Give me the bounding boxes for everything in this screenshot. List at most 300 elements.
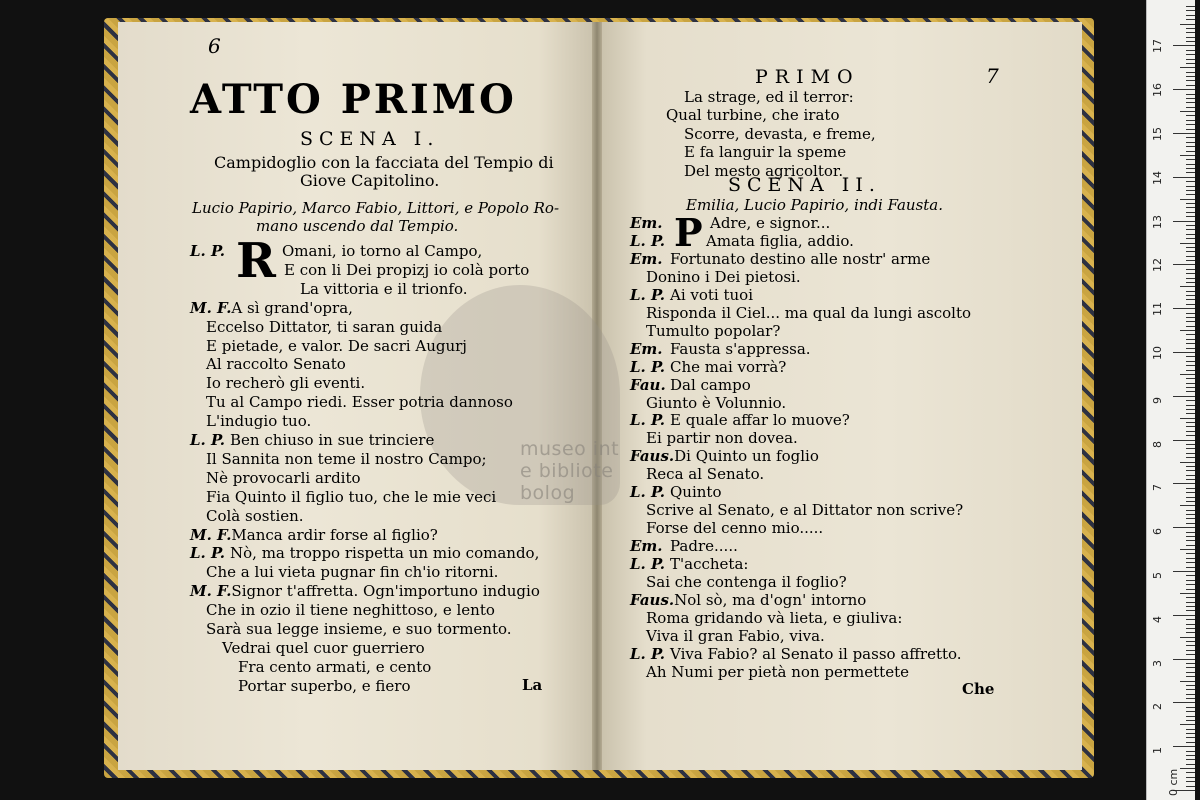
ruler-tick (1186, 129, 1195, 130)
verse-line (630, 376, 751, 394)
verse-line (646, 501, 963, 519)
ruler-tick (1186, 606, 1195, 607)
ruler-tick (1186, 733, 1195, 734)
ruler-tick (1173, 702, 1195, 703)
ruler-tick (1186, 751, 1195, 752)
verse-text: Colà sostien. (206, 506, 304, 525)
ruler-tick (1186, 164, 1195, 165)
ruler-tick (1186, 628, 1195, 629)
characters-line-2: mano uscendo dal Tempio. (256, 217, 459, 235)
ruler-tick (1186, 80, 1195, 81)
verse-line (630, 645, 962, 663)
ruler-number: 2 (1151, 703, 1164, 711)
verse-text: Tumulto popolar? (646, 321, 781, 340)
verse-text: Che in ozio il tiene neghittoso, e lento (206, 601, 495, 620)
ruler-tick (1186, 422, 1195, 423)
ruler-tick (1186, 370, 1195, 371)
ruler-tick (1186, 85, 1195, 86)
ruler-tick (1186, 755, 1195, 756)
verse-text: E pietade, e valor. De sacri Augurj (206, 336, 467, 355)
verse-text: Omani, io torno al Campo, (282, 242, 483, 260)
ruler-tick (1186, 720, 1195, 721)
speaker-label: L. P. (630, 357, 666, 376)
verse-line (630, 483, 721, 501)
speaker-label: Fau. (630, 375, 666, 394)
verse-text: Nol sò, ma d'ogn' intorno (674, 590, 867, 609)
ruler-number: 12 (1151, 258, 1164, 273)
ruler-tick (1180, 67, 1195, 68)
verse-text: Ben chiuso in sue trinciere (230, 431, 435, 449)
verse-text: Adre, e signor... (710, 214, 831, 232)
running-head: PRIMO (755, 66, 860, 88)
verse-line (206, 337, 467, 355)
verse-text: Nò, ma troppo rispetta un mio comando, (230, 544, 540, 563)
speaker-label: Em. (630, 537, 663, 556)
ruler-tick (1186, 518, 1195, 519)
ruler-tick (1186, 602, 1195, 603)
verse-text: Sarà sua legge insieme, e suo tormento. (206, 620, 512, 638)
verse-line (300, 280, 468, 298)
ruler-tick (1186, 54, 1195, 55)
left-page-number: 6 (208, 34, 221, 58)
ruler-tick (1173, 221, 1195, 222)
ruler-tick (1173, 177, 1195, 178)
ruler-tick (1186, 321, 1195, 322)
verse-line (646, 394, 786, 412)
ruler-tick (1186, 558, 1195, 559)
ruler-tick (1186, 575, 1195, 576)
verse-text: L'indugio tuo. (206, 412, 312, 431)
watermark-line: museo int (520, 438, 620, 460)
ruler-tick (1173, 615, 1195, 616)
ruler-tick (1186, 194, 1195, 195)
verse-line: La strage, ed il terror: (684, 88, 854, 106)
ruler-tick (1186, 361, 1195, 362)
ruler-number: 11 (1151, 302, 1164, 317)
verse-text: Roma gridando và lieta, e giuliva: (646, 608, 903, 627)
verse-line (630, 214, 830, 232)
ruler-tick (1186, 378, 1195, 379)
ruler-tick (1186, 234, 1195, 235)
verse-text: Reca al Senato. (646, 465, 765, 484)
verse-text: Scrive al Senato, e al Dittator non scrive? (646, 501, 964, 520)
verse-line (646, 519, 823, 537)
ruler-tick (1186, 641, 1195, 642)
ruler-tick (1186, 532, 1195, 533)
verse-line (206, 601, 495, 619)
speaker-label: L. P. (190, 242, 226, 260)
verse-line (630, 447, 819, 465)
ruler-tick (1186, 50, 1195, 51)
ruler-number: 15 (1151, 127, 1164, 141)
verse-line (630, 411, 850, 429)
verse-line (206, 563, 498, 581)
ruler-tick (1186, 216, 1195, 217)
verse-line (206, 355, 346, 373)
ruler-tick (1173, 396, 1195, 397)
verse-text: Viva il gran Fabio, viva. (646, 626, 825, 645)
ruler-tick (1186, 225, 1195, 226)
verse-line (206, 507, 304, 525)
act-title: ATTO PRIMO (190, 76, 517, 123)
ruler-tick (1173, 746, 1195, 747)
verse-line (222, 639, 425, 657)
ruler-tick (1180, 155, 1195, 156)
ruler-tick (1186, 172, 1195, 173)
verse-text: Forse del cenno mio..... (646, 519, 824, 538)
verse-text: T'accheta: (670, 555, 749, 574)
ruler-tick (1186, 645, 1195, 646)
verse-line (190, 431, 434, 449)
verse-line (206, 412, 311, 430)
verse-text: Ah Numi per pietà non permettete (646, 662, 909, 681)
ruler-tick (1186, 10, 1195, 11)
ruler-tick (1180, 286, 1195, 287)
ruler-tick (1186, 168, 1195, 169)
speaker-label: L. P. (190, 544, 226, 563)
ruler-tick (1186, 387, 1195, 388)
verse-text: Giunto è Volunnio. (646, 393, 787, 412)
measurement-ruler (1146, 0, 1195, 800)
verse-text: E con li Dei propizj io colà porto (284, 260, 530, 279)
verse-line (190, 526, 438, 544)
verse-text: Nè provocarli ardito (206, 468, 361, 487)
ruler-tick (1180, 724, 1195, 725)
ruler-tick (1186, 698, 1195, 699)
ruler-tick (1180, 111, 1195, 112)
ruler-tick (1186, 102, 1195, 103)
ruler-tick (1186, 514, 1195, 515)
ruler-tick (1180, 243, 1195, 244)
scene-2-heading: SCENA II. (728, 174, 881, 196)
ruler-tick (1186, 247, 1195, 248)
ruler-tick (1186, 431, 1195, 432)
ruler-tick (1186, 619, 1195, 620)
verse-line (206, 450, 487, 468)
ruler-tick (1186, 348, 1195, 349)
verse-line (646, 465, 764, 483)
ruler-tick (1186, 650, 1195, 651)
ruler-tick (1173, 440, 1195, 441)
verse-text: Donino i Dei pietosi. (646, 267, 801, 286)
verse-text: A sì grand'opra, (231, 298, 353, 317)
verse-text: Portar superbo, e fiero (238, 676, 411, 695)
ruler-number: 4 (1151, 615, 1164, 623)
verse-line (190, 582, 540, 600)
verse-text: Manca ardir forse al figlio? (231, 525, 438, 544)
verse-line (238, 658, 431, 676)
ruler-tick (1186, 212, 1195, 213)
ruler-tick (1180, 637, 1195, 638)
ruler-tick (1186, 383, 1195, 384)
ruler-tick (1186, 654, 1195, 655)
speaker-label: L. P. (190, 431, 226, 449)
ruler-tick (1186, 405, 1195, 406)
verse-text: Al raccolto Senato (206, 355, 346, 374)
verse-line (630, 591, 866, 609)
ruler-tick (1186, 334, 1195, 335)
ruler-tick (1186, 426, 1195, 427)
ruler-tick (1186, 137, 1195, 138)
verse-line (646, 304, 971, 322)
verse-line (646, 268, 801, 286)
verse-text: Fortunato destino alle nostr' arme (670, 249, 931, 268)
verse-line (190, 544, 539, 562)
ruler-tick (1186, 567, 1195, 568)
ruler-tick (1186, 562, 1195, 563)
ruler-tick (1186, 737, 1195, 738)
verse-text: Il Sannita non teme il nostro Campo; (206, 449, 487, 468)
verse-text: Che a lui vieta pugnar fin ch'io ritorni. (206, 563, 499, 582)
ruler-tick (1186, 694, 1195, 695)
ruler-tick (1186, 479, 1195, 480)
drop-cap-p: P (674, 210, 703, 255)
verse-line (238, 677, 411, 695)
verse-line (646, 429, 798, 447)
verse-line (646, 663, 909, 681)
ruler-tick (1186, 781, 1195, 782)
ruler-tick (1186, 190, 1195, 191)
ruler-number: 1 (1151, 747, 1164, 755)
ruler-tick (1186, 299, 1195, 300)
verse-text: Tu al Campo riedi. Esser potria dannoso (206, 393, 513, 412)
ruler-tick (1186, 37, 1195, 38)
ruler-tick (1180, 505, 1195, 506)
ruler-tick (1186, 409, 1195, 410)
ruler-tick (1186, 523, 1195, 524)
speaker-label: L. P. (630, 231, 666, 250)
ruler-tick (1186, 466, 1195, 467)
ruler-number: 7 (1151, 484, 1164, 492)
left-catchword: La (522, 676, 543, 694)
ruler-tick (1186, 72, 1195, 73)
ruler-tick (1180, 24, 1195, 25)
ruler-tick (1186, 689, 1195, 690)
ruler-tick (1186, 256, 1195, 257)
ruler-tick (1186, 63, 1195, 64)
verse-text: Vedrai quel cuor guerriero (222, 638, 425, 657)
ruler-tick (1173, 264, 1195, 265)
ruler-tick (1186, 413, 1195, 414)
ruler-tick (1186, 580, 1195, 581)
ruler-tick (1173, 571, 1195, 572)
ruler-number: 8 (1151, 440, 1164, 448)
ruler-tick (1186, 742, 1195, 743)
ruler-tick (1186, 356, 1195, 357)
ruler-tick (1186, 444, 1195, 445)
ruler-tick (1186, 181, 1195, 182)
ruler-tick (1186, 553, 1195, 554)
verse-line (206, 374, 365, 392)
ruler-tick (1186, 203, 1195, 204)
watermark-line: bolog (520, 482, 576, 504)
speaker-label: Faus. (630, 590, 675, 609)
verse-text: Che mai vorrà? (670, 357, 787, 376)
ruler-tick (1173, 133, 1195, 134)
verse-text: Io recherò gli eventi. (206, 374, 366, 393)
ruler-tick (1186, 343, 1195, 344)
ruler-tick (1186, 260, 1195, 261)
verse-line: Del mesto agricoltor. (684, 161, 844, 180)
ruler-tick (1186, 317, 1195, 318)
ruler-tick (1186, 313, 1195, 314)
ruler-tick (1186, 142, 1195, 143)
ruler-tick (1186, 229, 1195, 230)
speaker-label: M. F. (190, 298, 232, 317)
ruler-tick (1180, 418, 1195, 419)
ruler-tick (1180, 462, 1195, 463)
ruler-tick (1186, 159, 1195, 160)
ruler-tick (1186, 540, 1195, 541)
ruler-tick (1186, 98, 1195, 99)
ruler-tick (1186, 624, 1195, 625)
ruler-tick (1173, 308, 1195, 309)
ruler-tick (1186, 120, 1195, 121)
ruler-tick (1186, 453, 1195, 454)
ruler-tick (1186, 6, 1195, 7)
verse-line (630, 358, 786, 376)
verse-text: E quale affar lo muove? (670, 411, 850, 430)
verse-line (206, 318, 442, 336)
ruler-tick (1186, 777, 1195, 778)
ruler-tick (1186, 278, 1195, 279)
ruler-tick (1186, 667, 1195, 668)
ruler-tick (1180, 549, 1195, 550)
verse-line (646, 609, 902, 627)
verse-text: Ai voti tuoi (670, 285, 754, 304)
ruler-number: 17 (1151, 39, 1164, 54)
verse-text: Fra cento armati, e cento (238, 657, 432, 676)
speaker-label: L. P. (630, 483, 666, 502)
verse-line: Qual turbine, che irato (666, 106, 840, 125)
ruler-tick (1186, 711, 1195, 712)
verse-text: Amata figlia, addio. (706, 231, 854, 250)
ruler-tick (1186, 632, 1195, 633)
verse-text: La vittoria e il trionfo. (300, 279, 468, 298)
ruler-number: 6 (1151, 528, 1164, 536)
ruler-tick (1186, 59, 1195, 60)
ruler-tick (1173, 352, 1195, 353)
ruler-number: 16 (1151, 83, 1164, 98)
ruler-tick (1186, 238, 1195, 239)
ruler-tick (1186, 291, 1195, 292)
ruler-tick (1186, 146, 1195, 147)
ruler-tick (1186, 584, 1195, 585)
speaker-label: L. P. (630, 555, 666, 574)
ruler-tick (1186, 365, 1195, 366)
right-page-number: 7 (986, 64, 999, 88)
ruler-tick (1186, 32, 1195, 33)
ruler-tick (1186, 470, 1195, 471)
ruler-tick (1180, 330, 1195, 331)
speaker-label: L. P. (630, 411, 666, 430)
ruler-tick (1186, 448, 1195, 449)
ruler-tick (1186, 597, 1195, 598)
ruler-tick (1186, 676, 1195, 677)
ruler-tick (1186, 510, 1195, 511)
verse-line (630, 340, 811, 358)
verse-line (206, 488, 496, 506)
verse-text: Viva Fabio? al Senato il passo affretto. (670, 644, 962, 663)
ruler-tick (1173, 527, 1195, 528)
ruler-tick (1186, 610, 1195, 611)
ruler-tick (1186, 764, 1195, 765)
verse-line (284, 261, 529, 279)
verse-text: Di Quinto un foglio (674, 447, 819, 466)
ruler-tick (1186, 475, 1195, 476)
ruler-tick (1186, 124, 1195, 125)
ruler-tick (1186, 28, 1195, 29)
ruler-tick (1186, 685, 1195, 686)
verse-line (630, 232, 854, 250)
ruler-tick (1186, 339, 1195, 340)
verse-text: Signor t'affretta. Ogn'importuno indugio (231, 582, 540, 601)
speaker-label: Em. (630, 249, 663, 268)
ruler-tick (1173, 89, 1195, 90)
ruler-tick (1186, 115, 1195, 116)
speaker-label: L. P. (630, 285, 666, 304)
ruler-tick (1186, 492, 1195, 493)
ruler-number: 5 (1151, 572, 1164, 579)
ruler-tick (1186, 716, 1195, 717)
ruler-tick (1186, 501, 1195, 502)
ruler-tick (1186, 94, 1195, 95)
ruler-tick (1180, 374, 1195, 375)
setting-line-1: Campidoglio con la facciata del Tempio di (214, 153, 554, 172)
ruler-number: 3 (1151, 659, 1164, 667)
ruler-tick (1186, 391, 1195, 392)
verse-line (646, 322, 780, 340)
ruler-tick (1180, 593, 1195, 594)
verse-line (646, 627, 825, 645)
verse-line (630, 286, 753, 304)
ruler-tick (1186, 707, 1195, 708)
verse-line (190, 299, 353, 317)
verse-text: Fausta s'appressa. (670, 339, 811, 358)
ruler-number: 13 (1151, 214, 1164, 229)
speaker-label: Em. (630, 339, 663, 358)
verse-text: Quinto (670, 483, 722, 502)
ruler-tick (1186, 19, 1195, 20)
ruler-tick (1186, 251, 1195, 252)
ruler-tick (1186, 729, 1195, 730)
verse-line (646, 573, 847, 591)
verse-line (630, 537, 738, 555)
ruler-tick (1186, 295, 1195, 296)
speaker-label: Faus. (630, 447, 675, 466)
ruler-tick (1180, 681, 1195, 682)
ruler-tick (1186, 273, 1195, 274)
ruler-number: 10 (1151, 346, 1164, 360)
drop-cap-r: R (236, 233, 276, 289)
ruler-number: 9 (1151, 396, 1164, 404)
ruler-tick (1180, 199, 1195, 200)
ruler-tick (1186, 663, 1195, 664)
ruler-tick (1186, 151, 1195, 152)
right-catchword: Che (962, 680, 995, 698)
verse-line: Scorre, devasta, e freme, (684, 124, 876, 143)
ruler-tick (1186, 786, 1195, 787)
ruler-tick (1173, 45, 1195, 46)
ruler-tick (1186, 326, 1195, 327)
ruler-tick (1186, 304, 1195, 305)
verse-line (206, 469, 361, 487)
verse-line (206, 620, 512, 638)
ruler-tick (1186, 435, 1195, 436)
verse-text: Sai che contenga il foglio? (646, 573, 847, 591)
ruler-tick (1186, 269, 1195, 270)
verse-text: Ei partir non dovea. (646, 429, 798, 448)
